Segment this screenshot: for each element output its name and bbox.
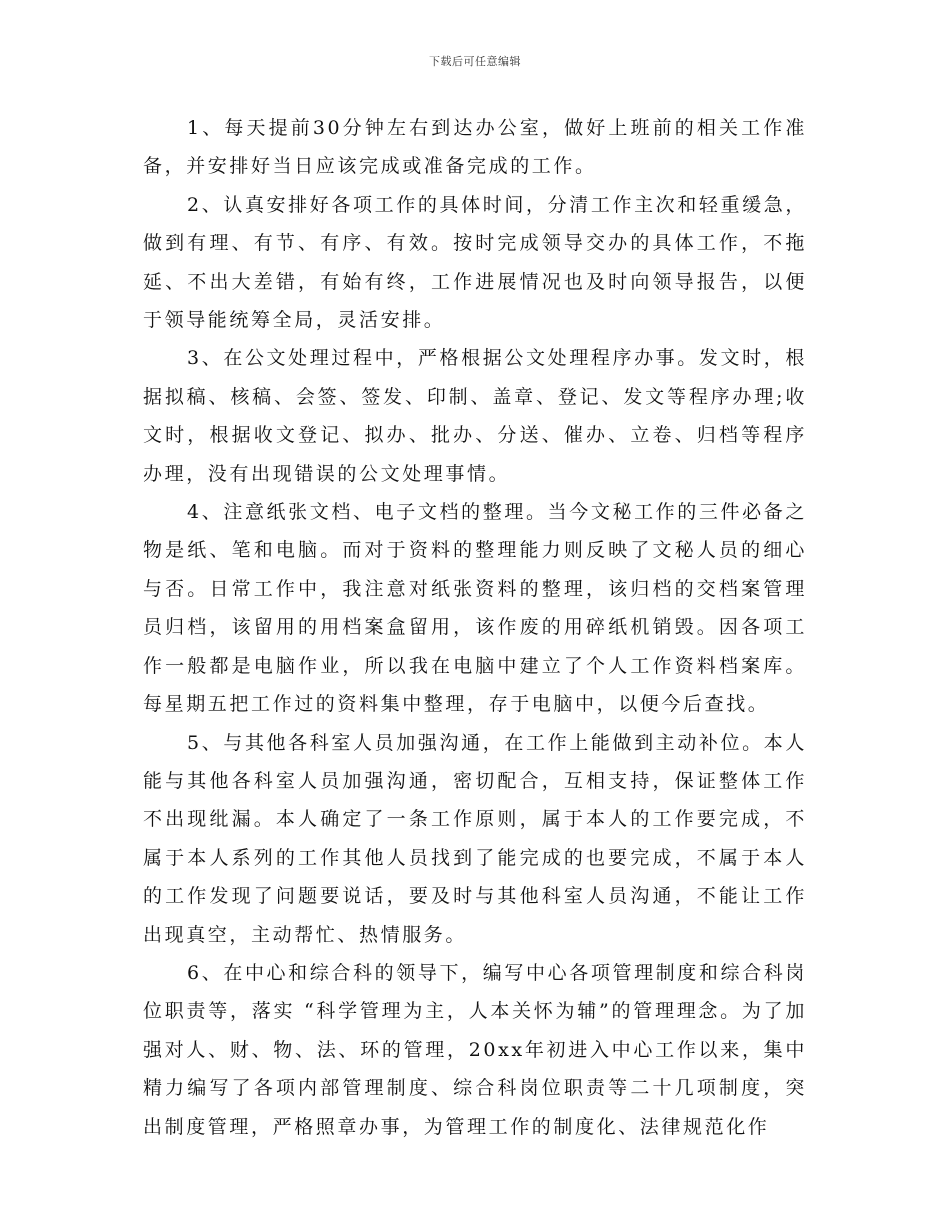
document-body xyxy=(143,109,807,1146)
paragraph-3: 3、在公文处理过程中，严格根据公文处理程序办事。发文时，根据拟稿、核稿、会签、签发、印制、盖章、登记、发文等程序办理;收文时，根据收文登记、拟办、批办、分送、催办、立卷、归档等程序办理，没有出现错误的公文处理事情。 xyxy=(143,347,807,485)
paragraph-2: 2、认真安排好各项工作的具体时间，分清工作主次和轻重缓急，做到有理、有节、有序、有效。按时完成领导交办的具体工作，不拖延、不出大差错，有始有终，工作进展情况也及时向领导报告，以便于领导能统筹全局，灵活安排。 xyxy=(143,193,807,332)
paragraph-1: 1、每天提前30分钟左右到达办公室，做好上班前的相关工作准备，并安排好当日应该完成或准备完成的工作。 xyxy=(143,117,807,178)
paragraph-4: 4、注意纸张文档、电子文档的整理。当今文秘工作的三件必备之物是纸、笔和电脑。而对于资料的整理能力则反映了文秘人员的细心与否。日常工作中，我注意对纸张资料的整理，该归档的交档案管理员归档，该留用的用档案盒留用，该作废的用碎纸机销毁。因各项工作一般都是电脑作业，所以我在电脑中建立了个人工作资料档案库。每星期五把工作过的资料集中整理，存于电脑中，以便今后查找。 xyxy=(143,501,807,716)
paragraph-6: 6、在中心和综合科的领导下，编写中心各项管理制度和综合科岗位职责等，落实 “科学管理为主，人本关怀为辅”的管理理念。为了加强对人、财、物、法、环的管理，20xx年初进入中心工作以来，集中精力编写了各项内部管理制度、综合科岗位职责等二十几项制度，突出制度管理，严格照章办事，为管理工作的制度化、法律规范化作 xyxy=(143,961,807,1138)
paragraph-5: 5、与其他各科室人员加强沟通，在工作上能做到主动补位。本人能与其他各科室人员加强沟通，密切配合，互相支持，保证整体工作不出现纰漏。本人确定了一条工作原则，属于本人的工作要完成，不属于本人系列的工作其他人员找到了能完成的也要完成，不属于本人的工作发现了问题要说话，要及时与其他科室人员沟通，不能让工作出现真空，主动帮忙、热情服务。 xyxy=(143,731,807,946)
page-header: 下载后可任意编辑 xyxy=(429,55,521,68)
